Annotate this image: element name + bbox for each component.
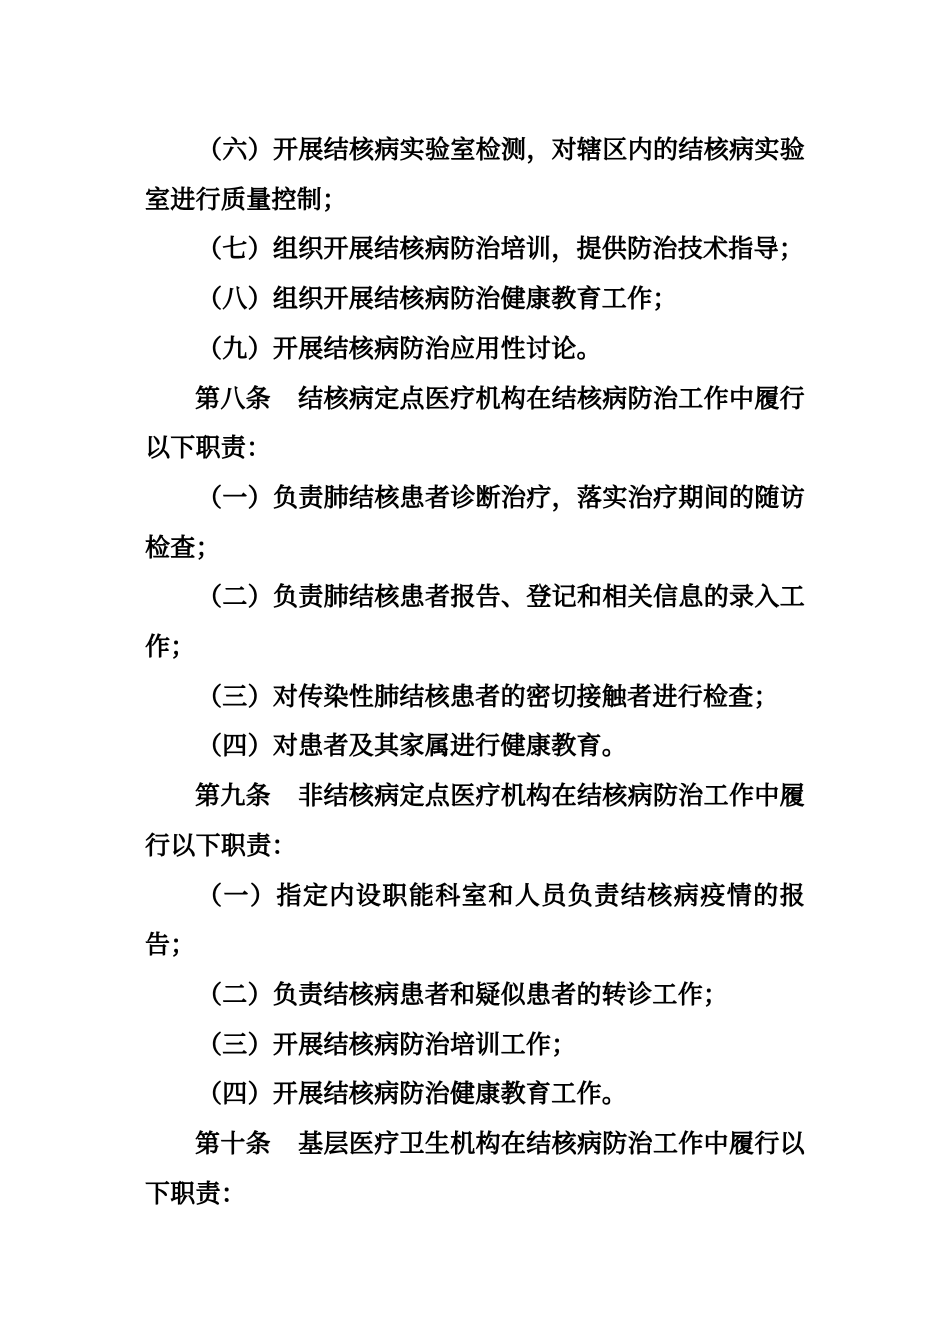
list-item-9: （九）开展结核病防治应用性讨论。 xyxy=(197,333,602,363)
article-number: 第九条 xyxy=(195,781,272,811)
article-text: 非结核病定点医疗机构在结核病防治工作中履行以下职责： xyxy=(145,781,805,860)
list-item-1: （一）负责肺结核患者诊断治疗，落实治疗期间的随访检查； xyxy=(145,482,805,562)
article-number: 第十条 xyxy=(195,1129,272,1159)
article-text: 结核病定点医疗机构在结核病防治工作中履行以下职责： xyxy=(145,383,805,463)
list-item-6: （六）开展结核病实验室检测，对辖区内的结核病实验室进行质量控制； xyxy=(145,135,805,214)
article-number: 第八条 xyxy=(195,383,272,413)
article-10 xyxy=(145,1119,805,1218)
article-8 xyxy=(145,374,805,473)
list-item-2: （二）负责结核病患者和疑似患者的转诊工作； xyxy=(197,979,729,1009)
list-item-3: （三）对传染性肺结核患者的密切接触者进行检查； xyxy=(197,681,779,711)
list-item-4: （四）对患者及其家属进行健康教育。 xyxy=(197,731,628,761)
list-item-7: （七）组织开展结核病防治培训，提供防治技术指导； xyxy=(197,234,805,264)
list-item-3: （三）开展结核病防治培训工作； xyxy=(197,1029,577,1059)
list-item-8: （八）组织开展结核病防治健康教育工作； xyxy=(197,284,678,314)
article-9 xyxy=(145,771,805,870)
document-body xyxy=(145,125,805,1218)
list-item-1: （一）指定内设职能科室和人员负责结核病疫情的报告； xyxy=(145,880,805,960)
article-text: 基层医疗卫生机构在结核病防治工作中履行以下职责： xyxy=(145,1129,805,1208)
list-item-2: （二）负责肺结核患者报告、登记和相关信息的录入工作； xyxy=(145,582,805,662)
list-item-4: （四）开展结核病防治健康教育工作。 xyxy=(197,1079,628,1109)
